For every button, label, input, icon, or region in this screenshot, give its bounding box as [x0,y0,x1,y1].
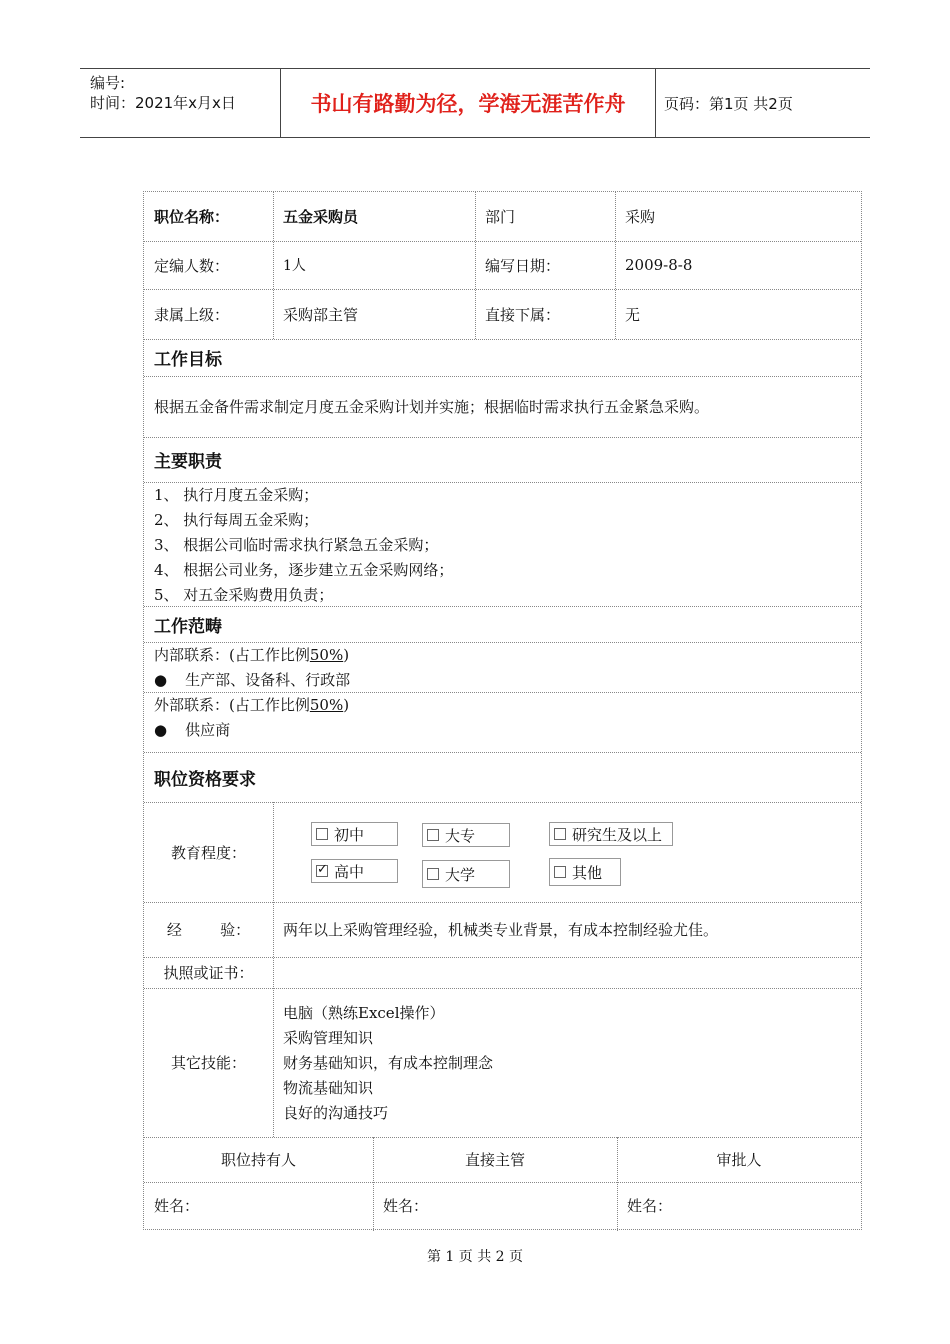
internal-items: 生产部、设备科、行政部 [185,671,351,689]
list-item: 物流基础知识 [283,1079,374,1097]
approver-name-field[interactable]: 姓名： [627,1197,673,1215]
checkbox-icon[interactable] [554,828,566,840]
sign-header-holder: 职位持有人 [220,1151,296,1169]
skills-label: 其它技能： [170,1054,246,1072]
doc-number-label: 编号: [90,74,126,92]
dept-value: 采购 [625,208,656,226]
write-date-value: 2009-8-8 [625,256,693,274]
holder-name-field[interactable]: 姓名： [154,1197,200,1215]
experience-label: 经 验： [166,921,251,939]
qualifications-title: 职位资格要求 [154,769,256,790]
internal-contacts: 内部联系：(占工作比例50%) ● 生产部、设备科、行政部 [154,646,351,689]
external-items: 供应商 [185,721,231,739]
dept-label: 部门 [485,208,516,226]
job-description-form [143,191,862,1230]
list-item: 电脑（熟练Excel操作） [283,1004,445,1022]
internal-label: 内部联系：(占工作比例 [154,646,310,664]
headcount-label: 定编人数： [154,256,230,275]
skills-list [283,1001,493,1126]
duties-list [154,483,453,608]
checkbox-checked-icon[interactable] [316,865,328,877]
education-option-junior[interactable]: 初中 [311,822,398,846]
list-item: 良好的沟通技巧 [283,1104,389,1122]
license-value [273,957,861,988]
bullet-icon: ● [154,671,168,689]
subordinate-label: 直接下属： [485,305,561,324]
education-option-other[interactable]: 其他 [549,858,621,886]
external-contacts: 外部联系：(占工作比例50%) ● 供应商 [154,696,350,739]
education-option-college[interactable]: 大专 [422,823,510,847]
header-page-number: 页码：第1页 共2页 [664,94,793,113]
bullet-icon: ● [154,721,168,739]
list-item: 3、 根据公司临时需求执行紧急五金采购； [154,536,439,554]
sign-header-supervisor: 直接主管 [464,1151,525,1169]
position-value: 五金采购员 [283,208,359,226]
superior-value: 采购部主管 [283,305,359,324]
list-item: 2、 执行每周五金采购； [154,511,319,529]
headcount-value: 1人 [283,258,306,274]
list-item: 财务基础知识，有成本控制理念 [283,1054,494,1072]
write-date-label: 编写日期： [485,256,561,275]
list-item: 5、 对五金采购费用负责； [154,586,334,604]
list-item: 1、 执行月度五金采购； [154,486,319,504]
education-option-graduate[interactable]: 研究生及以上 [549,822,673,846]
external-label: 外部联系：(占工作比例 [154,696,310,714]
header-meta [80,69,280,137]
subordinate-value: 无 [625,305,641,324]
page-header [80,68,870,138]
goal-text: 根据五金备件需求制定月度五金采购计划并实施；根据临时需求执行五金紧急采购。 [154,398,710,416]
external-percent: 50% [309,696,344,714]
supervisor-name-field[interactable]: 姓名： [383,1197,429,1215]
superior-label: 隶属上级： [154,305,230,324]
checkbox-icon[interactable] [554,866,566,878]
page-footer: 第 1 页 共 2 页 [426,1249,524,1265]
education-label: 教育程度： [170,843,246,862]
internal-percent: 50% [309,646,344,664]
scope-title: 工作范畴 [154,616,222,637]
doc-date-label: 时间：2021年x月x日 [90,94,236,112]
sign-header-approver: 审批人 [716,1151,762,1169]
list-item: 采购管理知识 [283,1029,374,1047]
duties-title: 主要职责 [154,452,222,472]
checkbox-icon[interactable] [316,828,328,840]
goal-title: 工作目标 [154,350,222,370]
education-option-highschool[interactable]: ✓ 高中 [311,859,398,883]
experience-value: 两年以上采购管理经验，机械类专业背景，有成本控制经验尤佳。 [283,921,719,939]
education-option-university[interactable]: 大学 [422,860,510,888]
list-item: 4、 根据公司业务，逐步建立五金采购网络； [154,561,454,579]
checkbox-icon[interactable] [427,868,439,880]
license-label: 执照或证书： [163,964,254,982]
position-label: 职位名称： [154,208,230,226]
header-motto: 书山有路勤为径，学海无涯苦作舟 [280,69,656,137]
checkbox-icon[interactable] [427,829,439,841]
